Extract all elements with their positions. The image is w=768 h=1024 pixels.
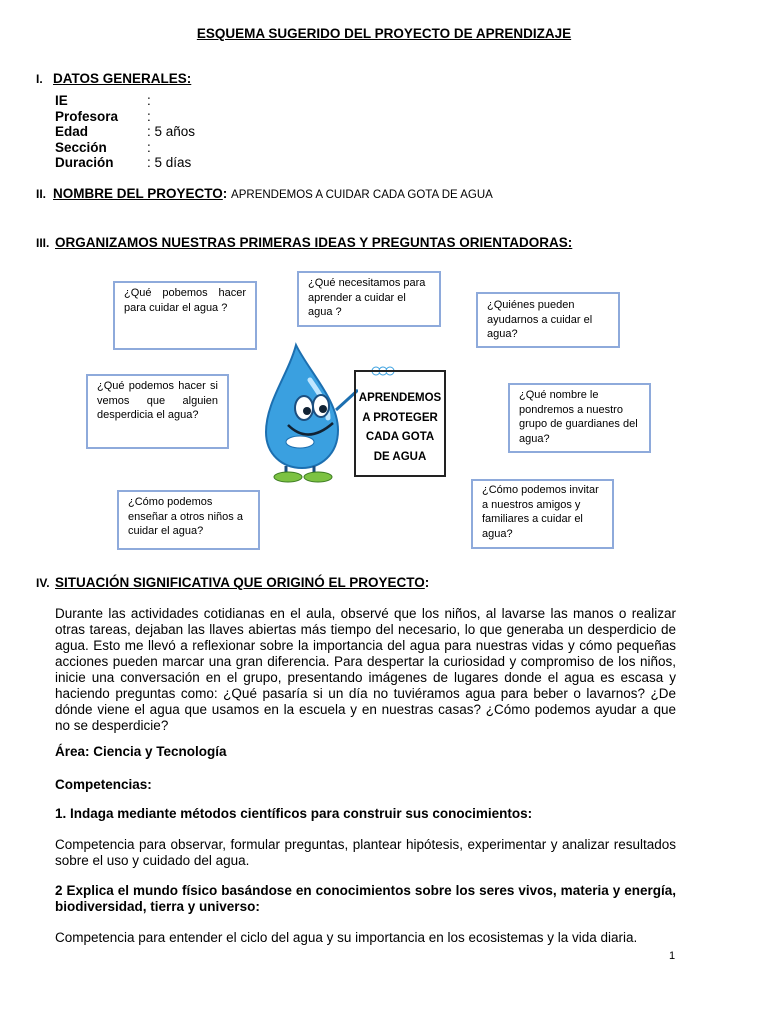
competencias-label: Competencias: — [55, 777, 152, 792]
field-label: Profesora — [55, 108, 119, 124]
competence-1-text: Competencia para observar, formular preguntas, plantear hipótesis, experimentar y analizar resultados sobre el uso y cuidado del agua. — [55, 837, 676, 868]
question-box: ¿Qué nombre le pondremos a nuestro grupo de guardianes del agua? — [508, 383, 651, 453]
field-profesora — [55, 109, 195, 125]
question-box: ¿Cómo podemos enseñar a otros niños a cuidar el agua? — [117, 490, 260, 550]
field-value: : 5 años — [147, 124, 196, 139]
question-box: ¿Qué podemos hacer si vemos que alguien desperdicia el agua? — [86, 374, 229, 449]
competence-2-title: 2 Explica el mundo físico basándose en conocimientos sobre los seres vivos, materia y energía, biodiversidad, tierra y universo: — [55, 883, 676, 914]
project-sign — [354, 370, 446, 477]
colon: : — [222, 186, 228, 201]
section-2-heading — [36, 186, 493, 201]
field-ie — [55, 93, 195, 109]
section-number: I. — [36, 72, 43, 86]
question-box: ¿Quiénes pueden ayudarnos a cuidar el agua? — [476, 292, 620, 348]
field-edad — [55, 124, 195, 140]
sign-line: APRENDEMOS — [358, 392, 442, 404]
colon: : — [424, 575, 430, 590]
question-box: ¿Qué pobemos hacer para cuidar el agua ? — [113, 281, 257, 350]
section-title: ORGANIZAMOS NUESTRAS PRIMERAS IDEAS Y PREGUNTAS ORIENTADORAS: — [55, 235, 573, 250]
area-label: Área: Ciencia y Tecnología — [55, 744, 227, 759]
section-3-heading — [36, 235, 572, 250]
section-title: NOMBRE DEL PROYECTO — [53, 186, 223, 201]
section-number: IV. — [36, 576, 50, 590]
question-box: ¿Qué necesitamos para aprender a cuidar el agua ? — [297, 271, 441, 327]
field-seccion — [55, 140, 195, 156]
field-duracion — [55, 155, 195, 171]
field-label: Edad — [55, 124, 89, 139]
field-value: : — [147, 93, 151, 108]
field-label: IE — [55, 93, 68, 108]
sign-line: A PROTEGER — [362, 411, 438, 424]
project-name: APRENDEMOS A CUIDAR CADA GOTA DE AGUA — [231, 189, 493, 201]
section-1-heading — [36, 71, 191, 86]
competence-1-title: 1. Indaga mediante métodos científicos para construir sus conocimientos: — [55, 806, 533, 821]
sign-line: CADA GOTA — [365, 431, 435, 443]
sign-line: DE AGUA — [373, 450, 427, 463]
section-title: SITUACIÓN SIGNIFICATIVA QUE ORIGINÓ EL PROYECTO — [55, 575, 425, 590]
competence-2-text: Competencia para entender el ciclo del agua y su importancia en los ecosistemas y la vida diaria. — [55, 930, 638, 945]
question-box: ¿Cómo podemos invitar a nuestros amigos y familiares a cuidar el agua? — [471, 479, 614, 549]
general-data-list — [55, 93, 195, 171]
field-label: Duración — [55, 155, 114, 170]
water-drop-mascot-icon — [258, 340, 358, 485]
section-title: DATOS GENERALES: — [53, 71, 192, 86]
page-number: 1 — [669, 950, 676, 962]
section-number: III. — [36, 236, 50, 250]
section-number: II. — [36, 187, 47, 201]
field-value: : 5 días — [147, 155, 192, 170]
document-title: ESQUEMA SUGERIDO DEL PROYECTO DE APRENDIZAJE — [196, 26, 572, 41]
situation-paragraph: Durante las actividades cotidianas en el aula, observé que los niños, al lavarse las manos o realizar otras tareas, dejaban las llaves abiertas más tiempo del necesario, lo que generaba un desperdicio de agua. Esto me llevó a reflexionar sobre la importancia del agua para nuestras vidas y cómo pequeñas acciones pueden marcar una gran diferencia. Para despertar la curiosidad y compromiso de los niños, inicie una conversación en el grupo, presentando imágenes de lugares donde el agua es escasa y haciendo preguntas como: ¿Qué pasaría si un día no tuviéramos agua para beber o lavarnos? ¿De dónde viene el agua que usamos en la escuela y en nuestras casas? ¿Cómo podemos ayudar a que no se desperdicie? — [55, 606, 676, 733]
field-value: : — [147, 139, 151, 155]
section-4-heading — [36, 575, 429, 590]
field-label: Sección — [55, 139, 107, 155]
field-value: : — [147, 108, 151, 124]
